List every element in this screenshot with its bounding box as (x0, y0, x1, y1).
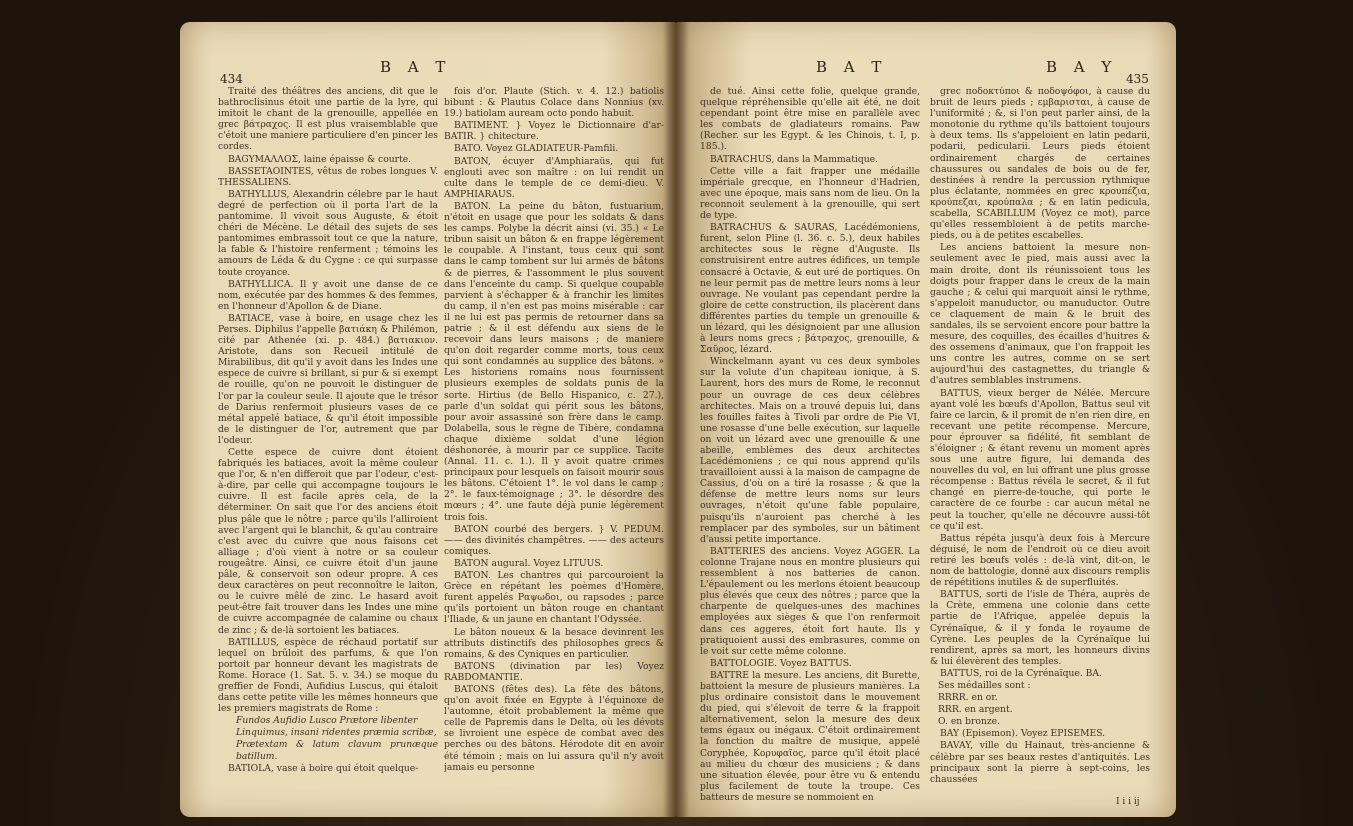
book-gutter (664, 22, 688, 817)
paragraph: BATIMENT. } Voyez le Dictionnaire d'ar- BATIR. } chitecture. (444, 120, 664, 143)
paragraph: BATHYLLICA. Il y avoit une danse de ce nom, exécutée par des hommes & des femmes, en l'honneur d'Apollon & de Diane. (218, 278, 438, 312)
left-running-head: B A T (380, 58, 452, 76)
right-column-1 (700, 86, 920, 817)
paragraph: RRR. en argent. (938, 704, 1013, 716)
paragraph: BATIACE, vase à boire, en usage chez les Perses. Diphilus l'appelle βατιάκη & Philémon, cité par Athenée (xi. p. 484.) βατιακιον. Aristote, dans son Recueil intitulé de Mirabilibus, dit qu'il y avoit dans les Indes une espece de cuivre si brillant, si pur & si exempt de rouille, qu'on ne pouvoit le distinguer de l'or par la couleur seule. Il ajoute que le trésor de Darius renfermoit plusieurs vases de ce métal appelé batiace, & qu'il étoit impossible de le distinguer de l'or, autrement que par l'odeur. (218, 312, 438, 446)
paragraph: BATTERIES des anciens. Voyez AGGER. La colonne Trajane nous en montre plusieurs qui ressemblent à nos batteries de canon. L'épaulement ou les merlons étoient beaucoup plus élevés que ceux des nôtres ; parce que la charpente de quelques-unes des machines employées aux sièges & que l'on renfermoit dans ces aggeres, étoit fort haute. Ils y pratiquoient aussi des embrasures, comme on le voit sur cette même colonne. (700, 545, 920, 657)
paragraph: BATON, écuyer d'Amphiaraüs, qui fut englouti avec son maître : on lui rendit un culte dans le temple de ce demi-dieu. V. AMPHIARAUS. (444, 155, 664, 200)
paragraph: de tué. Ainsi cette folie, quelque grande, quelque répréhensible qu'elle ait été, ne doit cependant point être mise en parallèle avec les combats de gladiateurs romains. Paw (Recher. sur les Egypt. & les Chinois, t. I, p. 185.). (700, 86, 920, 153)
paragraph: BATIOLA, vase à boire qui étoit quelque- (228, 762, 419, 774)
quote-line: Fundos Aufidio Lusco Prætore libenter (236, 715, 418, 727)
paragraph: BATILLUS, espèce de réchaud portatif sur lequel on brûloit des parfums, & que l'on portoit par honneur devant les magistrats de Rome. Horace (1. Sat. 5. v. 34.) se moque du greffier de Fondi, Aufidius Luscus, qui étaloit dans cette petite ville les mêmes honneurs que les premiers magistrats de Rome : (218, 636, 438, 715)
paragraph: BATHYLLUS, Alexandrin célebre par le haut degré de perfection où il porta l'art de la pantomime. Il vivoit sous Auguste, & étoit chéri de Mécène. Le détail des sujets de ses pantomimes embrassoit tout ce que la nature, la fable & l'histoire renferment ; témoins les amours de Léda & du Cygne : ce qui surpasse toute croyance. (218, 188, 438, 278)
paragraph: grec ποδοκτύποι & ποδοψόφοι, à cause du bruit de leurs pieds ; εμβαρισται, à cause de l'uniformité ; &, si l'on peut parler ainsi, de la monotonie du rythme qu'ils battoient toujours à deux tems. Ils s'appeloient en latin pedarii, podarii, pedicularii. Leurs pieds étoient ordinairement chargés de certaines chaussures ou sandales de bois ou de fer, destinées à rendre la percussion rythmique plus éclatante, nommées en grec κρουπέζια, κρούπεζαι, κρούπαλα ; & en latin pedicula, scabella, SCABILLUM (Voyez ce mot), parce qu'elles ressembloient à de petits marche-pieds, ou à de petites escabelles. (930, 86, 1150, 242)
right-running-head-left: B A T (816, 58, 888, 76)
paragraph: BATON augural. Voyez LITUUS. (454, 557, 604, 569)
paragraph: BATTUS, vieux berger de Nélée. Mercure ayant volé les bœufs d'Apollon, Battus seul vit faire ce larcin, & il promit de n'en rien dire, en recevant une petite récompense. Mercure, pour éprouver sa fidélité, fit semblant de s'éloigner ; & étant revenu un moment après sous une autre figure, lui demanda des nouvelles du vol, en lui offrant une plus grosse récompense : Battus révéla le secret, & il fut changé en pierre-de-touche, qui porte le caractère de ce fourbe : car aucun métal ne peut la toucher, qu'elle ne découvre aussi-tôt ce qu'il est. (930, 387, 1150, 532)
left-page (180, 22, 676, 817)
right-page-number: 435 (1126, 72, 1149, 86)
paragraph: BATON. Les chantres qui parcouroient la Grèce en répétant les poèmes d'Homère, furent appelés Ραψωδοι, ou rapsodes ; parce qu'ils portoient un bâton rouge en chantant l'Iliade, & un jaune en chantant l'Odyssée. (444, 570, 664, 626)
paragraph: Les anciens battoient la mesure non-seulement avec le pied, mais aussi avec la main droite, dont ils réunissoient tous les doigts pour frapper dans le creux de la main gauche ; & celui qui marquoit ainsi le rythme, s'appeloit manuductor, ou manuductor. Outre ce claquement de main & le bruit des sandales, ils se servoient encore pour battre la mesure, des coquilles, des écailles d'huitres & des ossemens d'animaux, que l'on frappoit les uns contre les autres, comme on se sert aujourd'hui des castagnettes, du triangle & d'autres semblables instrumens. (930, 242, 1150, 387)
left-column-2 (444, 86, 664, 817)
paragraph: O. en bronze. (938, 716, 1001, 728)
right-running-head-right: B A Y (1046, 58, 1118, 76)
paragraph: BATONS (divination par les) Voyez RABDOMANTIE. (444, 660, 664, 683)
paragraph: BATON. La peine du bâton, fustuarium, n'étoit en usage que pour les soldats & dans les camps. Polybe la décrit ainsi (vi. 35.) « Le tribun saisit un bâton & en frappe légèrement le coupable. A l'instant, tous ceux qui sont dans le camp tombent sur lui armés de bâtons & de pierres, & l'assomment le plus souvent dans l'enceinte du camp. Si quelque coupable parvient à s'échapper & à franchir les limites du camp, il n'en est pas moins misérable : car il ne lui est pas permis de retourner dans sa patrie ; & il est défendu aux siens de le recevoir dans leurs maisons ; de maniere qu'on doit regarder comme morts, tous ceux qui sont condamnés au supplice des bâtons. » Les historiens romains nous fournissent plusieurs exemples de soldats punis de la sorte. Hirtius (de Bello Hispanico, c. 27.), parle d'un soldat qui périt sous les bâtons, pour avoir assassiné son frère dans le camp. Dolabella, sous le règne de Tibère, condamna chaque dixième soldat d'une légion déshonorée, à mourir par ce supplice. Tacite (Annal. 11. c. 1.). Il y avoit quatre crimes principaux pour lesquels on faisoit mourir sous les bâtons. C'étoient 1°. le vol dans le camp ; 2°. le faux-témoignage ; 3°. le désordre des mœurs ; 4°. une faute déjà punie légèrement trois fois. (444, 200, 664, 523)
paragraph: BASSETAOINTES, vêtus de robes longues V. THESSALIENS. (218, 165, 438, 188)
right-column-2 (930, 86, 1150, 817)
left-page-number: 434 (220, 72, 243, 86)
paragraph: fois d'or. Plaute (Stich. v. 4. 12.) batiolis bibunt : & Plautus Colace dans Nonnius (xv. 19.) batiolam auream octo pondo habuit. (444, 86, 664, 120)
paragraph: Cette espece de cuivre dont étoient fabriqués les batiaces, avoit la même couleur que l'or, & n'en differoit que par l'odeur, c'est-à-dire, par celle qui accompagne toujours le cuivre. Il est facile après cela, de la déterminer. On sait que l'or des anciens étoit plus pâle que le nôtre ; parce qu'ils l'alliroient avec l'argent qui le blanchit, & qu'au contraire c'est avec du cuivre que nous faisons cet alliage ; d'où vient à notre or sa couleur rougeâtre. Ainsi, ce cuivre étoit d'un jaune pâle, & conservoit son odeur propre. A ces deux caractères on peut reconnoître le laiton, ou le cuivre mêlé de zinc. Le hasard avoit peut-être fait trouver dans les Indes une mine de cuivre accompagnée de calamine ou chaux de zinc ; & de-là sortoient les batiaces. (218, 447, 438, 636)
paragraph: Cette ville a fait frapper une médaille impériale grecque, en l'honneur d'Hadrien, avec une époque, mais sans nom de lieu. On la reconnoit seulement à la grenouille, qui sert de type. (700, 165, 920, 222)
paragraph: Battus répéta jusqu'à deux fois à Mercure déguisé, le nom de l'endroit où ce dieu avoit retiré les bœufs volés : de-là vint, dit-on, le nom de battologie, donné aux discours remplis de répétitions inutiles & de superfluités. (930, 532, 1150, 589)
right-page (676, 22, 1176, 817)
paragraph: Traité des théâtres des anciens, dit que le bathroclisinus étoit une partie de la lyre, qui imitoit le chant de la grenouille, appellée en grec βάτραχος. Il est plus vraisemblable que c'étoit une maniere particuliere d'en pincer les cordes. (218, 86, 438, 153)
paragraph: BATTOLOGIE. Voyez BATTUS. (710, 657, 852, 669)
paragraph: BATRACHUS & SAURAS, Lacédémoniens, furent, selon Pline (l. 36. c. 5.), deux habiles architectes sous le règne d'Auguste. Ils construisirent entre autres édifices, un temple consacré à Octavie, & eut uré de portiques. On ne leur permit pas de mettre leurs noms à leur ouvrage. Ne voulant pas cependant perdre la gloire de cette construction, ils placèrent dans différentes parties du temple un grenouille & un lézard, qui les désignoient par une allusion à leurs noms grecs ; βάτραχος, grenouille, & Σαῦρος, lézard. (700, 222, 920, 356)
paragraph: BATTUS, sorti de l'isle de Théra, auprès de la Crète, emmena une colonie dans cette partie de l'Afrique, appelée depuis la Cyrénaïque, & il y fonda le royaume de Cyrène. Les peuples de la Cyrénaïque lui rendirent, après sa mort, les honneurs divins & lui élevèrent des temples. (930, 589, 1150, 667)
paragraph: BATRACHUS, dans la Mammatique. (710, 153, 878, 165)
signature-mark: I i i ij (1116, 797, 1140, 807)
paragraph: RRRR. en or. (938, 692, 998, 704)
quote-line: Prætextam & latum clavum prunæque batillum. (236, 739, 438, 762)
quote-line: Linquimus, insani ridentes præmia scribæ, (236, 727, 437, 739)
paragraph: Winckelmann ayant vu ces deux symboles sur la volute d'un chapiteau ionique, à S. Laurent, hors des murs de Rome, le reconnut pour un ouvrage de ces deux célèbres architectes. Mais on a trouvé depuis lui, dans les fouilles faites à Tivoli par ordre de Pie VI, une rosasse d'une belle exécution, sur laquelle on voit un lézard avec une grenouille & une abeille, emblèmes des deux architectes Lacédémoniens ; ce qui nous apprend qu'ils travailloient aussi à la maison de campagne de Cassius, d'où on a tiré la rosasse ; & que la défense de mettre leurs noms sur leurs ouvrages, n'étoit qu'une fable populaire, puisqu'ils n'auroient pas cherché à les remplacer par des symboles, sur un bâtiment d'aussi petite importance. (700, 356, 920, 545)
paragraph: BATO. Voyez GLADIATEUR-Pamfili. (454, 143, 619, 155)
paragraph: BATON courbé des bergers. } V. PEDUM. —— des divinités champêtres. —— des acteurs comiques. (444, 523, 664, 557)
paragraph: Ses médailles sont : (938, 679, 1031, 691)
paragraph: BATTRE la mesure. Les anciens, dit Burette, battoient la mesure de plusieurs manières. La plus ordinaire consistoit dans le mouvement du pied, qui s'élevoit de terre & la frappoit alternativement, selon la mesure des deux tems égaux ou inégaux. C'étoit ordinairement la fonction du maître de musique, appelé Coryphée, Κορυφαῖος, parce qu'il étoit placé au milieu du chœur des musiciens ; & dans une situation élevée, pour être vu & entendu plus facilement de toute la troupe. Ces batteurs de mesure se nommoient en (700, 669, 920, 803)
paragraph: BAGYMAΛΛΟΣ, laine épaisse & courte. (228, 153, 412, 165)
paragraph: BAVAY, ville du Hainaut, très-ancienne & célèbre par ses beaux restes d'antiquités. Les principaux sont la pierre à sept-coins, les chaussées (930, 740, 1150, 785)
paragraph: Le bâton noueux & la besace devinrent les attributs distinctifs des philosophes grecs & romains, & des Cyniques en particulier. (444, 626, 664, 660)
paragraph: BAY (Episemon). Voyez EPISEMES. (940, 728, 1106, 740)
left-column-1 (218, 86, 438, 817)
paragraph: BATTUS, roi de la Cyrénaïque. BA. (940, 667, 1102, 679)
paragraph: BATONS (fêtes des). La fête des bâtons, qu'on avoit fixée en Egypte à l'équinoxe de l'automne, étoit probablement la même que celle de Papremis dans le Delta, où les dévots se livroient une espèce de combat avec des perches ou des bâtons. Hérodote dit en avoir été témoin ; mais on lui assura qu'il n'y avoit jamais eu personne (444, 683, 664, 773)
